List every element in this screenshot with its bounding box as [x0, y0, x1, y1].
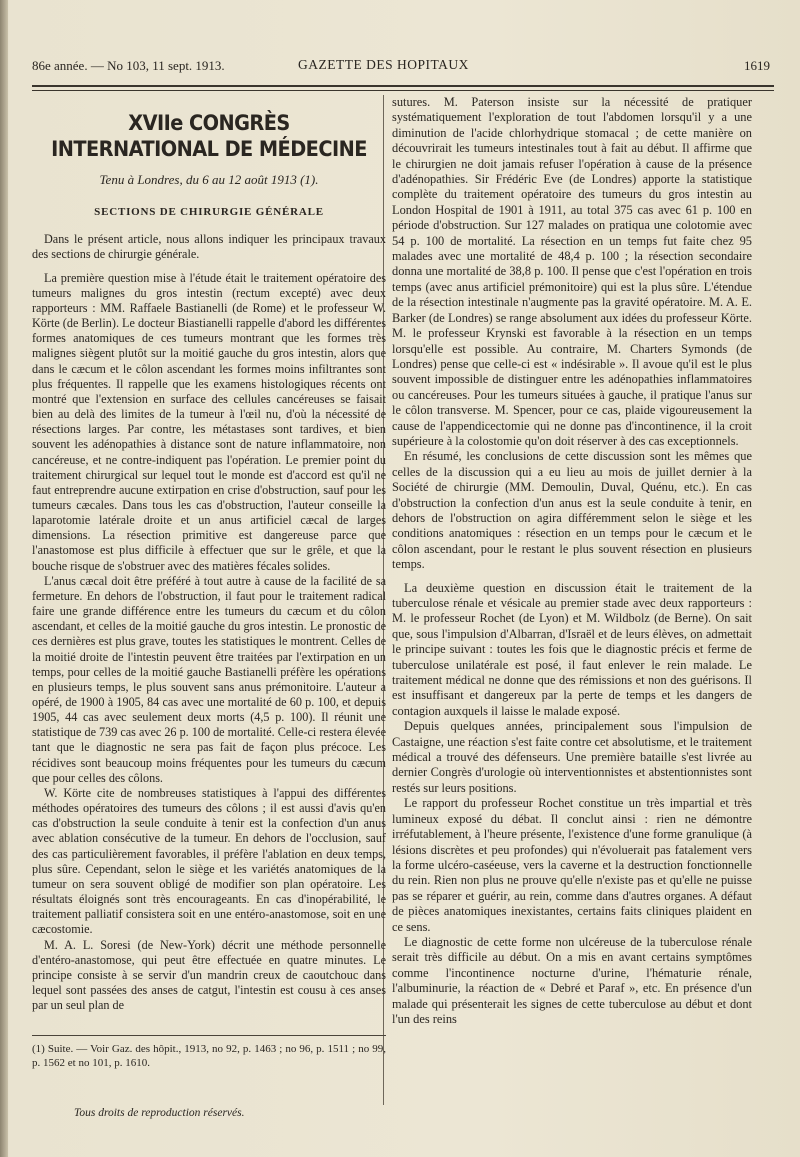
footnote-rule — [32, 1035, 386, 1036]
paragraph: Le rapport du professeur Rochet constitue un très impartial et très lumineux exposé du débat. Il conclut ainsi : rien ne démontre irréfutablement, à l'heure présente, l'existence d'une forme granulique (à lésions discrètes et peu profondes) qui n'évoluerait pas fatalement vers la forme ulcéro-caséeuse, vers la caverne et la destruction fonctionnelle du rein. Rien non plus ne prouve qu'elle n'existe pas et qu'elle ne puisse pas se réparer et guérir, au rein, comme dans d'autres organes. A défaut de pièces anatomiques inexistantes, certains faits cliniques plaident en ce sens. — [392, 796, 752, 934]
left-column — [32, 100, 386, 1013]
section-heading: SECTIONS DE CHIRURGIE GÉNÉRALE — [94, 206, 324, 219]
journal-name: GAZETTE DES HOPITAUX — [298, 57, 469, 72]
running-header — [32, 58, 780, 78]
paragraph: La première question mise à l'étude était le traitement opératoire des tumeurs malignes du gros intestin (rectum excepté) avec deux rapporteurs : MM. Raffaele Bastianelli (de Rome) et le professeur W. Körte (de Berlin). Le docteur Biastianelli rappelle d'abord les différentes formes anatomiques de ces tumeurs montrant que les formes très malignes siègent plutôt sur la moitié gauche du gros intestin, alors que dans le cæcum et le côlon ascendant les formes moins infiltrantes sont plus fréquentes. Il rappelle que les examens histologiques récents ont montré que l'extension en surface des cellules cancéreuses se faisait bien au delà des limites de la tumeur à l'œil nu, d'où la nécessité de résections larges. Par contre, les métastases sont tardives, et bien souvent les adénopathies à distance sont de nature inflammatoire, non cancéreuse, et ne contre-indiquent pas l'opération. Le premier point du traitement chirurgical sur lequel tout le monde est d'accord est qu'il ne faut entreprendre aucune extirpation en crise d'obstruction, sauf pour les tumeurs cæcales. Dans tous les cas d'obstruction, l'auteur conseille la laparotomie latérale droite et un anus artificiel cæcal de larges dimensions. La résection primitive est dangereuse parce que l'anastomose est plus difficile à effectuer que sur le grêle, et que la bouche risque de s'obstruer avec des matières fécales solides. — [32, 270, 386, 573]
article-subtitle: Tenu à Londres, du 6 au 12 août 1913 (1). — [99, 172, 319, 187]
article-title: XVIIe CONGRÈS INTERNATIONAL DE MÉDECINE — [51, 111, 367, 161]
paragraph: W. Körte cite de nombreuses statistiques à l'appui des différentes méthodes opératoires des tumeurs des côlons ; il est aussi d'avis qu'en cas d'obstruction la seule conduite à tenir est la confection d'un anus avec ablation consécutive de la tumeur. En dehors de l'occlusion, sauf des cas particulièrement favorables, il préfère l'ablation en deux temps, plus sûre. Cependant, selon le siège et les variétés anatomiques de la tumeur on sera souvent obligé de modifier son plan opératoire. Les résultats éloignés sont très encourageants. En cas d'inopérabilité, le traitement palliatif consistera soit en une entéro-anastomose, soit en une cæcostomie. — [32, 785, 386, 937]
paragraph: Le diagnostic de cette forme non ulcéreuse de la tuberculose rénale serait très difficile au début. On a mis en avant certains symptômes comme l'incontinence nocturne d'urine, l'hématurie rénale, l'albuminurie, la réaction de « Debré et Paraf », etc. En présence d'un malade qui présenterait les signes de cette tuberculose au début et dont l'un des reins — [392, 934, 752, 1026]
footnote: (1) Suite. — Voir Gaz. des hôpit., 1913, no 92, p. 1463 ; no 96, p. 1511 ; no 99, p. 1562 et no 101, p. 1610. — [32, 1043, 386, 1069]
header-rule-thin — [32, 90, 774, 91]
paragraph: En résumé, les conclusions de cette discussion sont les mêmes que celles de la discussion qui a eu lieu au mois de juillet dernier à la Société de chirurgie (MM. Demoulin, Duval, Quénu, etc.). En cas d'obstruction la confection d'un anus est la seule conduite à tenir, en dehors de l'obstruction on agira différemment selon le siège et les conditions anatomiques : résection en un temps pour le cæcum et le côlon ascendant, pour le restant le plus souvent résection en plusieurs temps. — [392, 449, 752, 572]
issue-info: 86e année. — No 103, 11 sept. 1913. — [32, 58, 225, 73]
paragraph: M. A. L. Soresi (de New-York) décrit une méthode personnelle d'entéro-anastomose, qui peut être effectuée en quatre minutes. Le principe consiste à se servir d'un mandrin creux de caoutchouc dans lequel sont passées des anses de catgut, l'intestin est cousu à ces anses par un seul plan de — [32, 937, 386, 1013]
paragraph: La deuxième question en discussion était le traitement de la tuberculose rénale et vésicale au premier stade avec deux rapporteurs : M. le professeur Rochet (de Lyon) et M. Wildbolz (de Berne). On sait que, sous l'impulsion d'Albarran, d'Israël et de leurs élèves, on admettait le principe suivant : toutes les fois que le diagnostic précis et ferme de tuberculose unilatérale est posé, il faut enlever le rein malade. Le traitement médical ne donne que des rémissions et non des guérisons. Il est insuffisant et dangereux par la perte de temps et les dangers de contagion auxquels il laisse le malade exposé. — [392, 580, 752, 718]
header-rule-thick — [32, 85, 774, 87]
page-number: 1619 — [744, 58, 770, 73]
paragraph: Dans le présent article, nous allons indiquer les principaux travaux des sections de chirurgie générale. — [32, 232, 386, 262]
paragraph: sutures. M. Paterson insiste sur la nécessité de pratiquer systématiquement l'exploration de tout l'abdomen lorsqu'il y a une diminution de l'acide chlorhydrique stomacal ; de cette manière on découvrirait les tumeurs intestinales tout à fait au début. Il affirme que le chirurgien ne doit jamais refuser l'opération à cause de la présence d'adénopathies. Sir Frédéric Eve (de Londres) apporte la statistique complète du traitement opératoire des tumeurs du gros intestin au London Hospital de 1901 à 1911, au total 375 cas avec 61 p. 100 en période d'obstruction. Sur 127 malades on pratiqua une colotomie avec 54 p. 100 de mortalité. La résection en un temps fut faite chez 95 malades avec une mortalité de 48,4 p. 100 ; la résection secondaire donna une mortalité de 38,8 p. 100. Il pense que c'est l'opération en trois temps (avec anus artificiel prémonitoire) qui est la plus sûre. L'étendue de la résection intestinale n'augmente pas la gravité opératoire. M. A. E. Barker (de Londres) se range absolument aux idées du professeur Körte. M. le professeur Krynski est favorable à la résection en un temps lorsqu'elle est possible. Au contraire, M. Charters Symonds (de Londres) pense que celle-ci est « indésirable ». Il avoue qu'il est le plus souvent impossible de distinguer entre les adénopathies inflammatoires ou cancéreuses. Pour les tumeurs situées à gauche, il pratique l'anus sur le côlon transverse. M. Spencer, pour ce cas, plaide vigoureusement la cause de l'appendicectomie qui ne donne pas d'incontinence, il la croit supérieure à la colostomie qu'on doit réserver à des cas exceptionnels. — [392, 95, 752, 448]
page-binding-edge — [0, 0, 8, 1157]
right-column — [392, 95, 752, 1027]
paragraph: L'anus cæcal doit être préféré à tout autre à cause de la facilité de sa fermeture. En dehors de l'obstruction, il faut pour le traitement radical faire une grande différence entre les tumeurs du cæcum et du côlon ascendant, et celles de la moitié gauche du gros intestin. Le pronostic de ces dernières est plus grave, toutes les statistiques le montrent. Celles de la moitié droite de l'intestin peuvent être traitées par l'extirpation en un temps, pour celles de la moitié gauche Bastianelli préfère les opérations en plusieurs temps, le plus souvent sans anus prémonitoire. L'auteur a opéré, de 1900 à 1905, 84 cas avec une mortalité de 60 p. 100, et depuis 1905, 44 cas avec seulement deux morts (4,5 p. 100). Il réunit une statistique de 739 cas avec 26 p. 100 de mortalité. Celle-ci restera élevée tant que le diagnostic ne sera pas fait de façon plus précoce. Les récidives sont beaucoup moins fréquentes pour les tumeurs du cæcum que pour celles des côlons. — [32, 573, 386, 785]
paragraph: Depuis quelques années, principalement sous l'impulsion de Castaigne, une réaction s'est faite contre cet absolutisme, et le traitement médical a trouvé des défenseurs. Une première bataille s'est livrée au dernier Congrès d'urologie où interventionnistes et abstentionnistes sont restés sur leurs positions. — [392, 719, 752, 795]
rights-notice: Tous droits de reproduction réservés. — [74, 1107, 245, 1119]
